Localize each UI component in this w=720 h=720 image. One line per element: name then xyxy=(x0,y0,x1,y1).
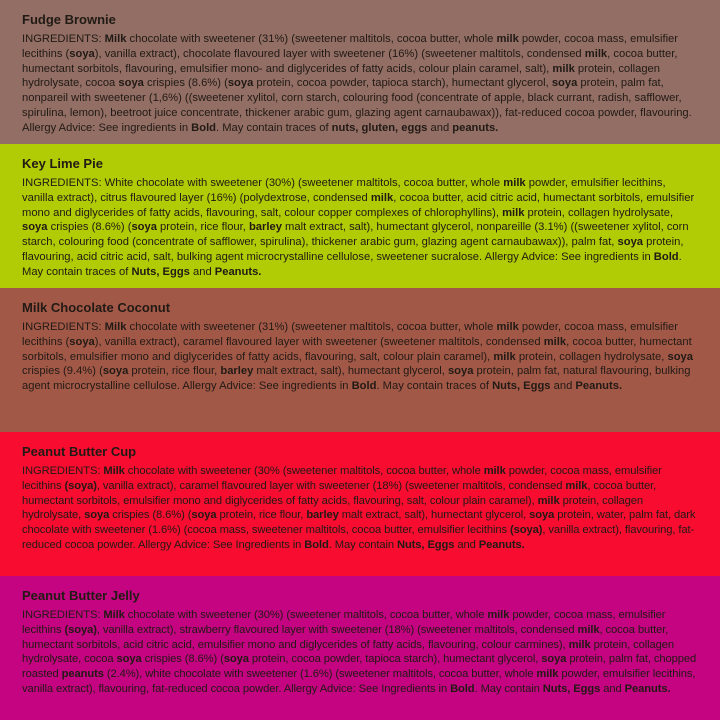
label-peanut-butter-cup xyxy=(0,432,720,576)
product-title-key-lime-pie: Key Lime Pie xyxy=(22,156,103,171)
product-title-peanut-butter-cup: Peanut Butter Cup xyxy=(22,444,137,459)
product-title-peanut-butter-jelly: Peanut Butter Jelly xyxy=(22,588,140,603)
ingredients-text-peanut-butter-cup: INGREDIENTS: Milk chocolate with sweetener (30% (sweetener maltitols, cocoa butter, whole milk powder, cocoa mass, emulsifier lecithins (soya), vanilla extract), caramel flavoured layer with sweetener (18%) (sweetener maltitols, condensed milk, cocoa butter, humectant sorbitols, emulsifier mono and diglycerides of fatty acids, flavouring, salt, colour plain caramel), milk protein, collagen hydrolysate, soya crispies (8.6%) (soya protein, rice flour, barley malt extract, salt), humectant glycerol, soya protein, water, palm fat, dark chocolate with sweetener (1.6%) (cocoa mass, sweetener maltitols, cocoa butter, emulsifier lecithins (soya), vanilla extract), flavouring, fat-reduced cocoa powder. Allergy Advice: See Ingredients in Bold. May contain Nuts, Eggs and Peanuts. xyxy=(22,465,696,551)
label-peanut-butter-jelly xyxy=(0,576,720,720)
label-key-lime-pie xyxy=(0,144,720,288)
label-milk-chocolate-coconut xyxy=(0,288,720,432)
ingredients-text-key-lime-pie: INGREDIENTS: White chocolate with sweetener (30%) (sweetener maltitols, cocoa butter, whole milk powder, emulsifier lecithins, vanilla extract), citrus flavoured layer (16%) (polydextrose, condensed milk, cocoa butter, acid citric acid, humectant sorbitols, emulsifier mono and diglycerides of fatty acids, flavouring, salt, colour copper complexes of chlorophyllins), milk protein, collagen hydrolysate, soya crispies (8.6%) (soya protein, rice flour, barley malt extract, salt), humectant glycerol, nonpareille (3.1%) ((sweetener xylitol, corn starch, colouring food (concentrate of safflower, spirulina), thickener arabic gum, glazing agent carnaubawax)), palm fat, soya protein, flavouring, acid citric acid, salt, bulking agent microcrystalline cellulose, sweetener sucralose. Allergy Advice: See ingredients in Bold. May contain traces of Nuts, Eggs and Peanuts. xyxy=(22,177,695,278)
product-title-milk-chocolate-coconut: Milk Chocolate Coconut xyxy=(22,300,171,315)
ingredients-text-peanut-butter-jelly: INGREDIENTS: Milk chocolate with sweetener (30%) (sweetener maltitols, cocoa butter, whole milk powder, cocoa mass, emulsifier lecithins (soya), vanilla extract), strawberry flavoured layer with sweetener (18%) (sweetener maltitols, condensed milk, cocoa butter, humectant sorbitols, acid citric acid, emulsifier mono and diglycerides of fatty acids, flavouring, colour carmines), milk protein, collagen hydrolysate, cocoa soya crispies (8.6%) (soya protein, cocoa powder, tapioca starch), humectant glycerol, soya protein, palm fat, chopped roasted peanuts (2.4%), white chocolate with sweetener (1.6%) (sweetener maltitols, cocoa butter, whole milk powder, emulsifier lecithins, vanilla extract), flavouring, fat-reduced cocoa powder. Allergy Advice: See Ingredients in Bold. May contain Nuts, Eggs and Peanuts. xyxy=(22,609,697,695)
ingredients-text-fudge-brownie: INGREDIENTS: Milk chocolate with sweetener (31%) (sweetener maltitols, cocoa butter, whole milk powder, cocoa mass, emulsifier lecithins (soya), vanilla extract), chocolate flavoured layer with sweetener (16%) (sweetener maltitols, condensed milk, cocoa butter, humectant sorbitols, flavouring, emulsifier mono- and diglycerides of fatty acids, colour plain caramel, salt), milk protein, collagen hydrolysate, cocoa soya crispies (8.6%) (soya protein, cocoa powder, tapioca starch), humectant glycerol, soya protein, palm fat, nonpareil with sweetener (1,6%) ((sweetener xylitol, corn starch, colouring food (concentrate of apple, black currant, radish, safflower, spirulina, lemon), beetroot juice concentrate, thickener arabic gum, glazing agent carnaubawax)), fat-reduced cocoa powder, flavouring. Allergy Advice: See ingredients in Bold. May contain traces of nuts, gluten, eggs and peanuts. xyxy=(22,33,692,134)
product-title-fudge-brownie: Fudge Brownie xyxy=(22,12,116,27)
ingredients-text-milk-chocolate-coconut: INGREDIENTS: Milk chocolate with sweetener (31%) (sweetener maltitols, cocoa butter, whole milk powder, cocoa mass, emulsifier lecithins (soya), vanilla extract), caramel flavoured layer with sweetener (sweetener maltitols, condensed milk, cocoa butter, humectant sorbitols, emulsifier mono and diglycerides of fatty acids, flavouring, salt, colour plain caramel), milk protein, collagen hydrolysate, soya crispies (9.4%) (soya protein, rice flour, barley malt extract, salt), humectant glycerol, soya protein, palm fat, natural flavouring, bulking agent microcrystalline cellulose. Allergy Advice: See ingredients in Bold. May contain traces of Nuts, Eggs and Peanuts. xyxy=(22,321,693,393)
label-fudge-brownie xyxy=(0,0,720,144)
